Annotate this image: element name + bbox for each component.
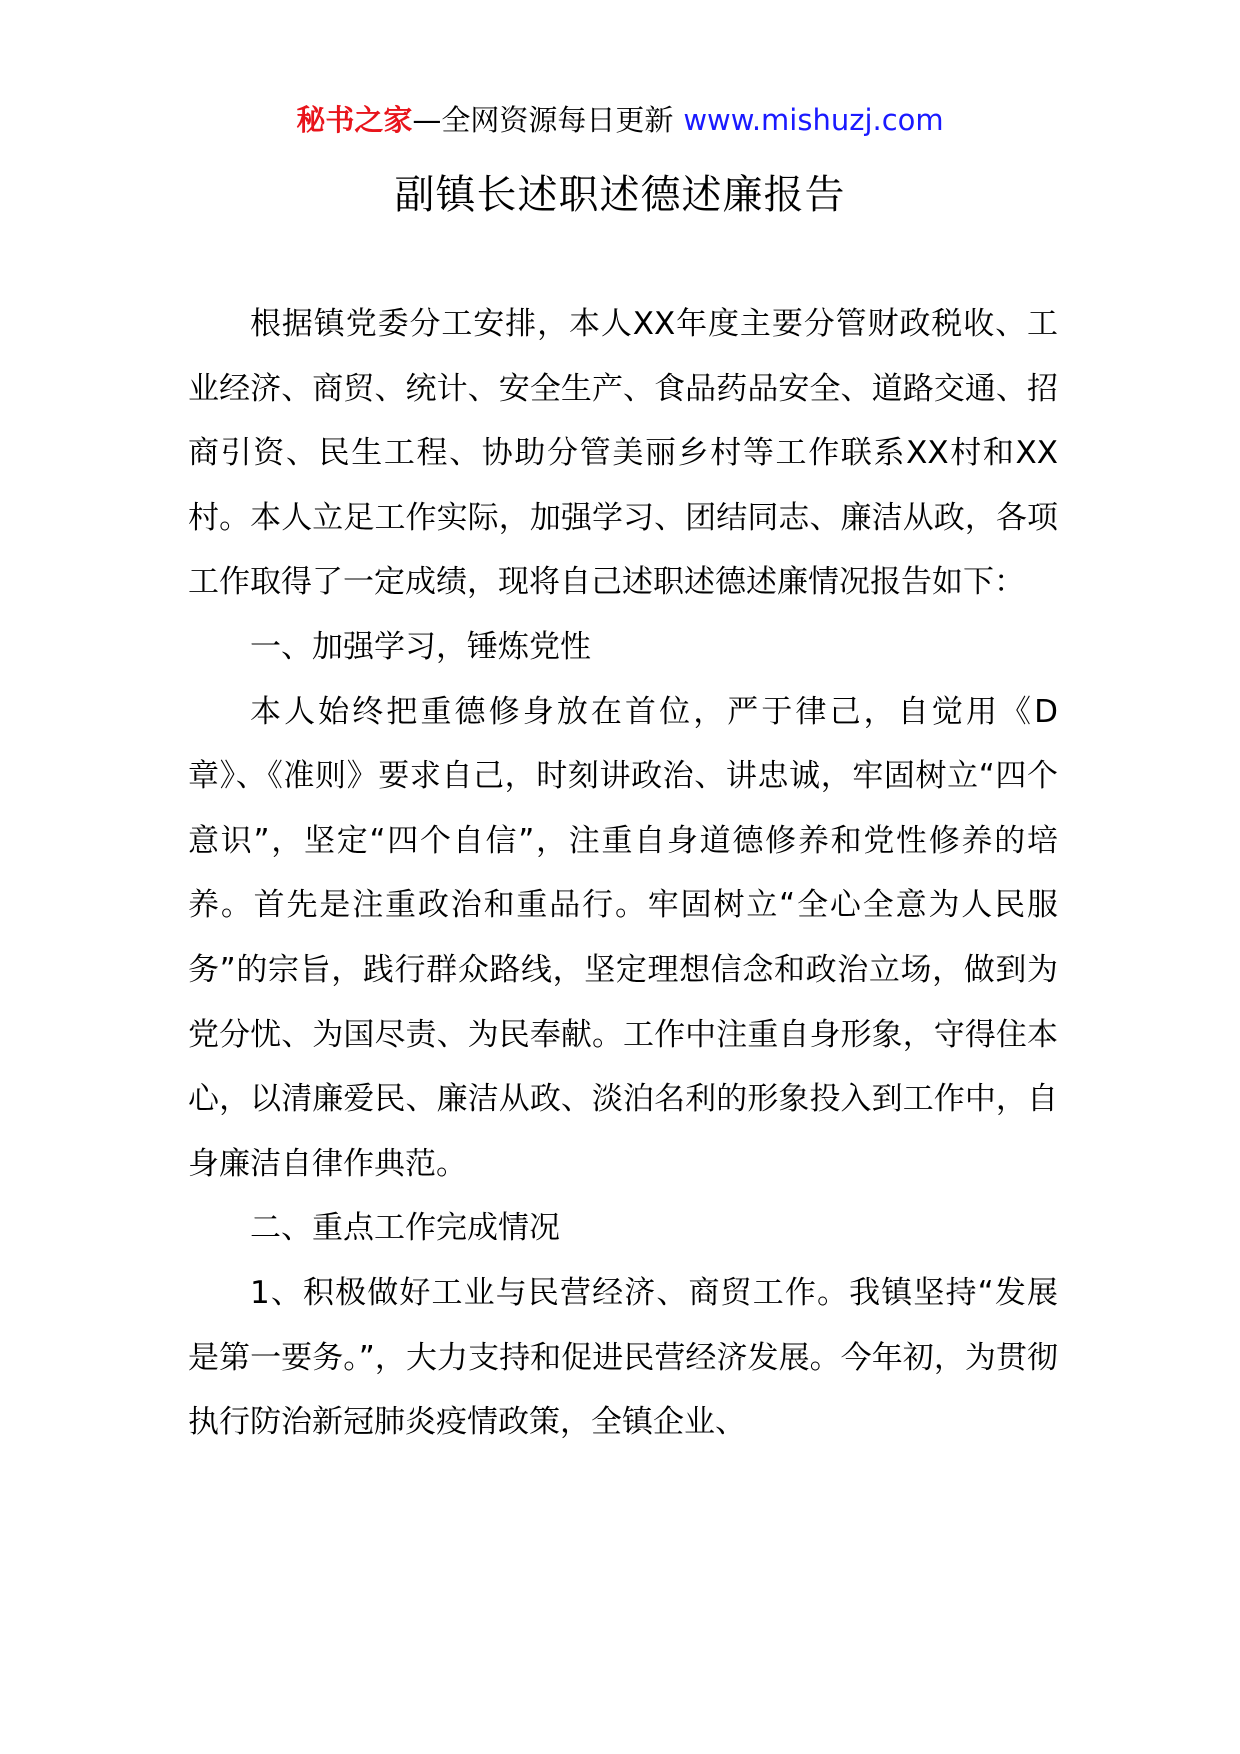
site-url-link[interactable]: www.mishuzj.com	[683, 103, 944, 137]
document-title: 副镇长述职述德述廉报告	[394, 172, 846, 218]
header-tagline: —全网资源每日更新	[412, 103, 674, 137]
paragraph-intro: 根据镇党委分工安排，本人XX年度主要分管财政税收、工业经济、商贸、统计、安全生产、食品药品安全、道路交通、招商引资、民生工程、协助分管美丽乡村等工作联系XX村和XX村。本人立足工作实际，加强学习、团结同志、廉洁从政，各项工作取得了一定成绩，现将自己述职述德述廉情况报告如下：	[188, 306, 1058, 601]
site-header	[0, 100, 1240, 140]
section-heading-1: 一、加强学习，锤炼党性	[250, 628, 591, 665]
document-body	[188, 292, 1058, 1455]
paragraph-study: 本人始终把重德修身放在首位，严于律己，自觉用《D章》、《准则》要求自己，时刻讲政治、讲忠诚，牢固树立“四个意识”，坚定“四个自信”，注重自身道德修养和党性修养的培养。首先是注重政治和重品行。牢固树立“全心全意为人民服务”的宗旨，践行群众路线，坚定理想信念和政治立场，做到为党分忧、为国尽责、为民奉献。工作中注重自身形象，守得住本心，以清廉爱民、廉洁从政、淡泊名利的形象投入到工作中，自身廉洁自律作典范。	[188, 693, 1058, 1182]
section-heading-2: 二、重点工作完成情况	[250, 1210, 560, 1247]
paragraph-work-1: 1、积极做好工业与民营经济、商贸工作。我镇坚持“发展是第一要务。”，大力支持和促进民营经济发展。今年初，为贯彻执行防治新冠肺炎疫情政策，全镇企业、	[188, 1274, 1058, 1441]
brand-name: 秘书之家	[296, 103, 413, 137]
